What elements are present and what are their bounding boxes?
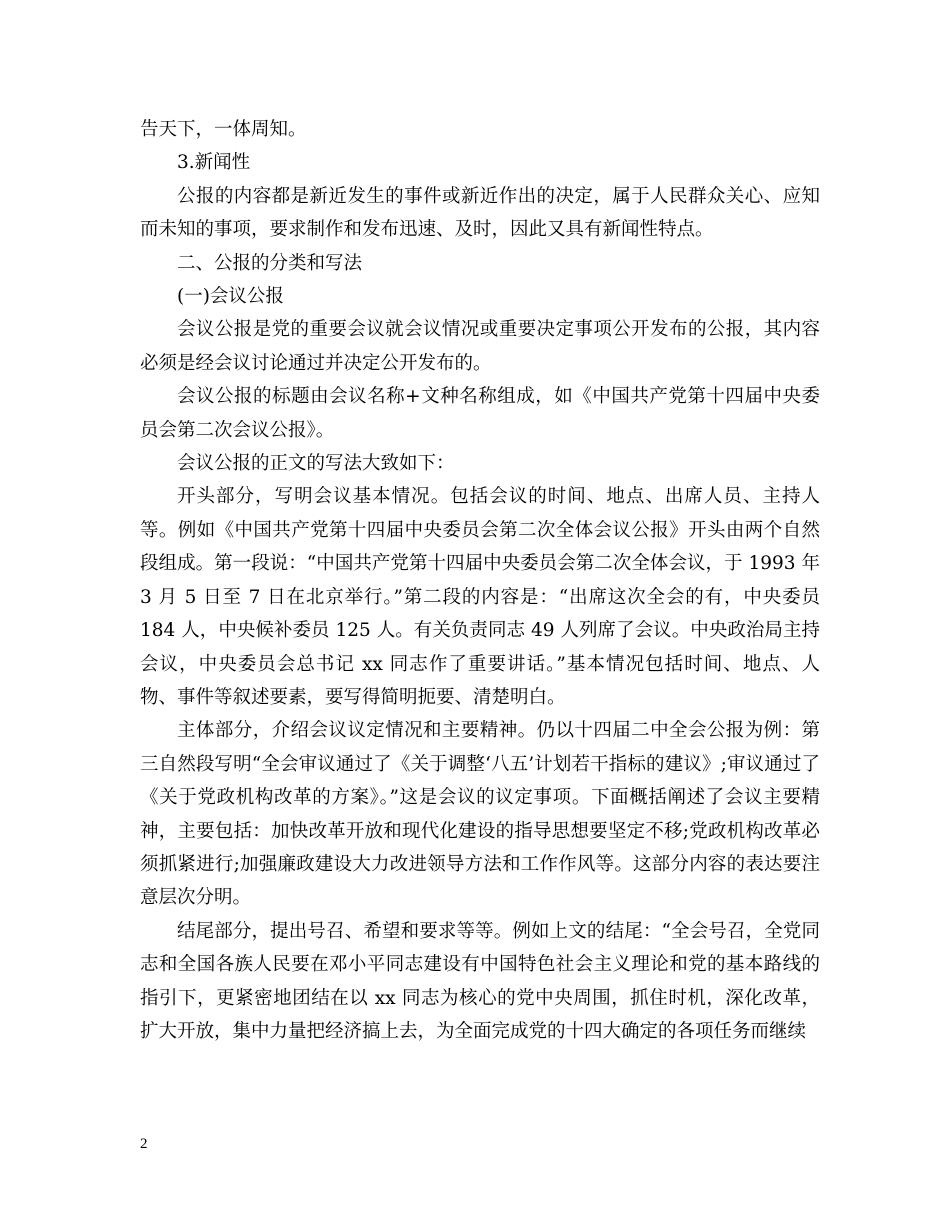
paragraph: 告天下，一体周知。: [140, 119, 307, 140]
paragraph: 会议公报的正文的写法大致如下：: [177, 453, 455, 475]
paragraph: 结尾部分，提出号召、希望和要求等等。例如上文的结尾：“全会号召，全党同志和全国各族人民要在邓小平同志建设有中国特色社会主义理论和党的基本路线的指引下，更紧密地团结在以 xx 同志为核心的党中央周围，抓住时机，深化改革，扩大开放，集中力量把经济搞上去，为全面完成党的十四大确定的各项任务而继续: [140, 920, 820, 1042]
page-number: 2: [140, 1136, 148, 1152]
paragraph: 公报的内容都是新近发生的事件或新近作出的决定，属于人民群众关心、应知而未知的事项，要求制作和发布迅速、及时，因此又具有新闻性特点。: [140, 185, 820, 241]
paragraph: 会议公报是党的重要会议就会议情况或重要决定事项公开发布的公报，其内容必须是经会议讨论通过并决定公开发布的。: [140, 319, 820, 374]
section-heading-meeting-communique: (一)会议公报: [177, 286, 284, 308]
document-body: [140, 113, 820, 1048]
paragraph: 主体部分，介绍会议议定情况和主要精神。仍以十四届二中全会公报为例：第三自然段写明“全会审议通过了《关于调整‘八五’计划若干指标的建议》;审议通过了《关于党政机构改革的方案》。”这是会议的议定事项。下面概括阐述了会议主要精神，主要包括：加快改革开放和现代化建设的指导思想要坚定不移;党政机构改革必须抓紧进行;加强廉政建设大力改进领导方法和工作作风等。这部分内容的表达要注意层次分明。: [140, 720, 820, 909]
section-heading-newsworthiness: 3.新闻性: [177, 152, 251, 174]
section-heading-classification: 二、公报的分类和写法: [177, 252, 363, 274]
paragraph: 开头部分，写明会议基本情况。包括会议的时间、地点、出席人员、主持人等。例如《中国共产党第十四届中央委员会第二次全体会议公报》开头由两个自然段组成。第一段说：“中国共产党第十四届中央委员会第二次全体会议，于 1993 年 3 月 5 日至 7 日在北京举行。”第二段的内容是：“出席这次全会的有，中央委员 184 人，中央候补委员 125 人。有关负责同志 49 人列席了会议。中央政治局主持会议，中央委员会总书记 xx 同志作了重要讲话。”基本情况包括时间、地点、人物、事件等叙述要素，要写得简明扼要、清楚明白。: [140, 486, 820, 708]
paragraph: 会议公报的标题由会议名称+文种名称组成，如《中国共产党第十四届中央委员会第二次会议公报》。: [140, 386, 820, 441]
